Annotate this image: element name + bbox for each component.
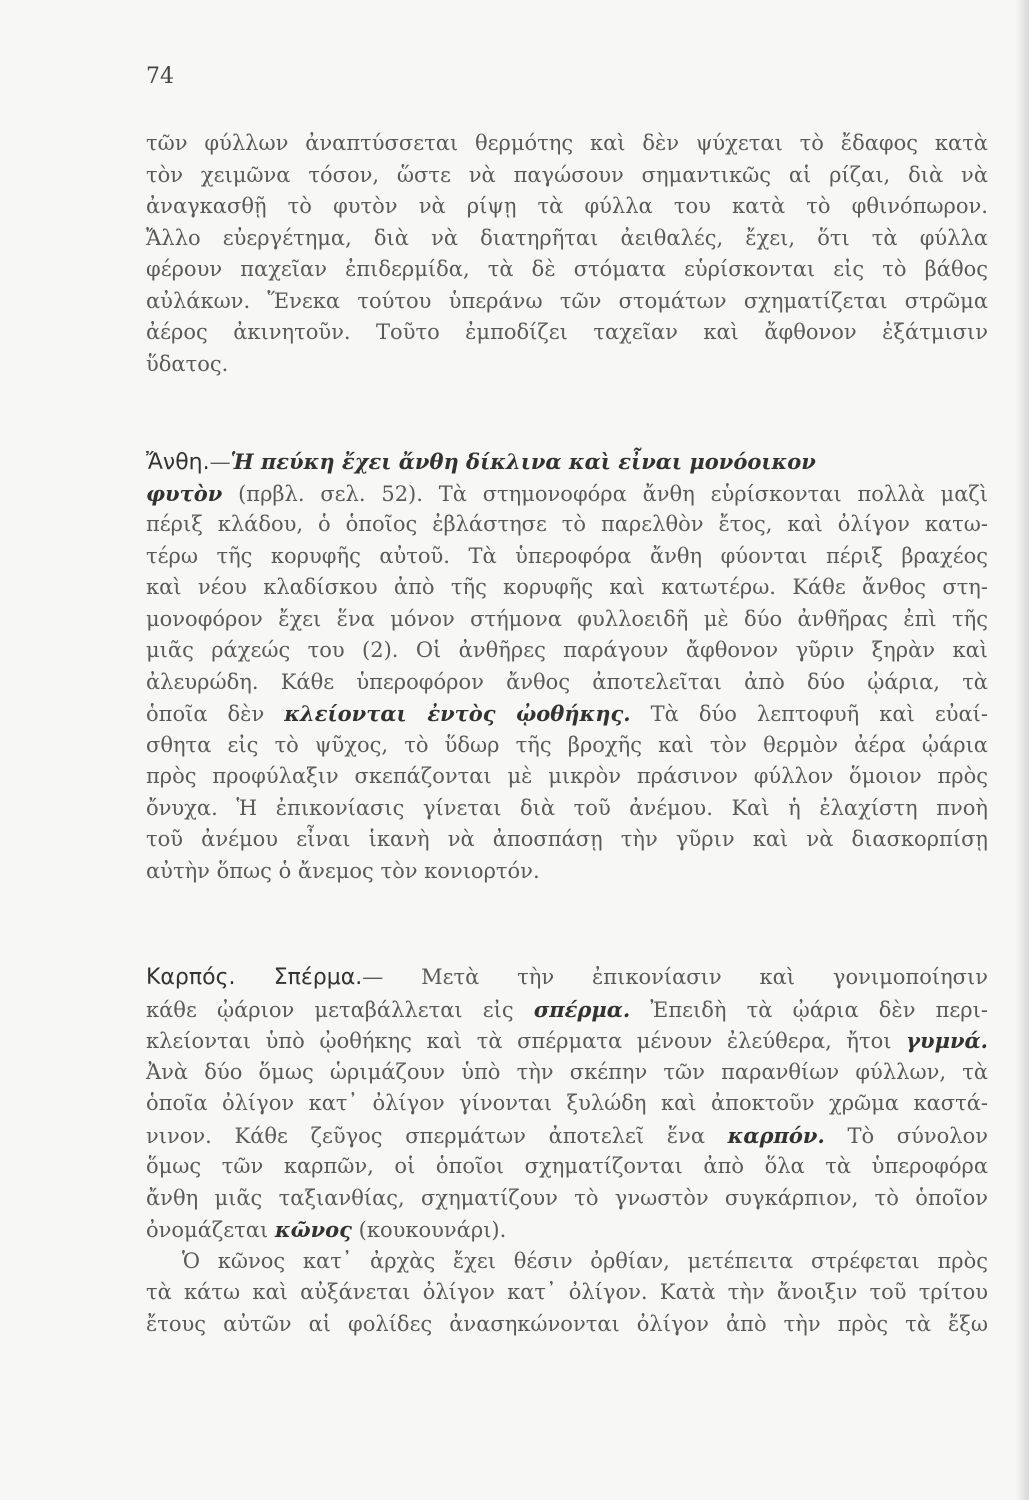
section-heading: Ἄνθη.	[146, 450, 210, 475]
text-line: τὸν χειμῶνα τόσον, ὥστε νὰ παγώσουν σημαντικῶς αἱ ρίζαι, διὰ νὰ	[146, 162, 988, 187]
text-line	[146, 1025, 988, 1057]
bold-term: καρπόν.	[727, 1122, 825, 1148]
text-line: Ἄλλο εὐεργέτημα, διὰ νὰ διατηρῆται ἀειθαλές, ἔχει, ὅτι τὰ φύλλα	[146, 225, 988, 250]
text-line: τοῦ ἀνέμου εἶναι ἱκανὴ νὰ ἀποσπάσῃ τὴν γῦριν καὶ νὰ διασκορπίσῃ	[146, 827, 988, 851]
bold-term: φυτὸν	[146, 480, 223, 506]
text-line: αὐτὴν ὅπως ὁ ἄνεμος τὸν κονιορτόν.	[146, 858, 540, 883]
text-line	[146, 1120, 988, 1152]
text-span: ὁποῖα δὲν	[146, 702, 285, 726]
text-line: Ὁ κῶνος κατ᾿ ἀρχὰς ἔχει θέσιν ὀρθίαν, μετέπειτα στρέφεται πρὸς	[182, 1248, 988, 1273]
text-line: Ἀνὰ δύο ὅμως ὡριμάζουν ὑπὸ τὴν σκέπην τῶν παρανθίων φύλλων, τὰ	[146, 1059, 988, 1084]
bold-term: κλείονται ἐντὸς ᾠοθήκης.	[284, 701, 631, 726]
text-line: ὕδατος.	[146, 351, 229, 376]
text-line: τὰ κάτω καὶ αὐξάνεται ὀλίγον κατ᾿ ὀλίγον. Κατὰ τὴν ἄνοιξιν τοῦ τρίτου	[146, 1280, 988, 1304]
dash: —	[362, 965, 384, 989]
text-line: ὄνυχα. Ἡ ἐπικονίασις γίνεται διὰ τοῦ ἀνέμου. Καὶ ἡ ἐλαχίστη πνοὴ	[146, 795, 988, 820]
text-span: Τὰ δύο λεπτοφυῆ καὶ εὐαί-	[630, 702, 988, 726]
text-line: ἄνθη μιᾶς ταξιανθίας, σχηματίζουν τὸ γνωστὸν συγκάρπιον, τὸ ὁποῖον	[146, 1185, 988, 1210]
text-line	[146, 994, 988, 1026]
bold-term: κῶνος	[274, 1217, 352, 1242]
text-span: (πρβλ. σελ. 52). Τὰ στημονοφόρα ἄνθη εὑρίσκονται πολλὰ μαζὶ	[222, 481, 988, 506]
section-flowers	[146, 446, 988, 887]
text-line: ἀναγκασθῇ τὸ φυτὸν νὰ ρίψῃ τὰ φύλλα του κατὰ τὸ φθινόπωρον.	[146, 194, 988, 218]
text-line	[146, 478, 988, 510]
text-line: τῶν φύλλων ἀναπτύσσεται θερμότης καὶ δὲν ψύχεται τὸ ἔδαφος κατὰ	[146, 131, 988, 155]
text-line: καὶ νέου κλαδίσκου ἀπὸ τῆς κορυφῆς καὶ κατωτέρω. Κάθε ἄνθος στη-	[146, 575, 988, 599]
text-line: ἔτους αὐτῶν αἱ φολίδες ἀνασηκώνονται ὀλίγον ἀπὸ τὴν πρὸς τὰ ἔξω	[146, 1311, 988, 1336]
text-line: πρὸς προφύλαξιν σκεπάζονται μὲ μικρὸν πράσινον φύλλον ὅμοιον πρὸς	[146, 764, 988, 788]
bold-statement: Ἡ πεύκη ἔχει ἄνθη δίκλινα καὶ εἶναι μονόοικον	[230, 449, 816, 474]
text-line: μονοφόρον ἔχει ἕνα μόνον στήμονα φυλλοειδῆ μὲ δύο ἀνθῆρας ἐπὶ τῆς	[146, 606, 988, 631]
section-heading: Καρπός. Σπέρμα.	[146, 965, 363, 990]
text-line: ἀέρος ἀκινητοῦν. Τοῦτο ἐμποδίζει ταχεῖαν καὶ ἄφθονον ἐξάτμισιν	[146, 320, 988, 344]
bold-term: γυμνά.	[906, 1028, 988, 1053]
page-edge-shadow	[1015, 0, 1029, 1500]
text-line: ὁποῖα ὀλίγον κατ᾿ ὀλίγον γίνονται ξυλώδη καὶ ἀποκτοῦν χρῶμα καστά-	[146, 1091, 988, 1115]
section-heading-line	[146, 962, 988, 994]
text-line: φέρουν παχεῖαν ἐπιδερμίδα, τὰ δὲ στόματα εὑρίσκονται εἰς τὸ βάθος	[146, 257, 988, 281]
bold-term: σπέρμα.	[533, 996, 631, 1022]
paragraph-evergreen	[146, 128, 988, 380]
text-span: Τὸ σύνολον	[824, 1123, 988, 1148]
dash: —	[209, 450, 231, 474]
text-span: (κουκουνάρι).	[351, 1218, 507, 1242]
text-line	[146, 1214, 988, 1246]
text-line: ἀλευρώδη. Κάθε ὑπεροφόρον ἄνθος ἀποτελεῖται ἀπὸ δύο ᾠάρια, τὰ	[146, 669, 988, 694]
text-span: κάθε ᾠάριον μεταβάλλεται εἰς	[146, 997, 534, 1022]
text-line: σθητα εἰς τὸ ψῦχος, τὸ ὕδωρ τῆς βροχῆς καὶ τὸν θερμὸν ἀέρα ᾠάρια	[146, 732, 988, 757]
text-line	[146, 698, 988, 730]
page-number: 74	[146, 64, 174, 89]
text-line: πέριξ κλάδου, ὁ ὁποῖος ἐβλάστησε τὸ παρελθὸν ἔτος, καὶ ὀλίγον κατω-	[146, 512, 988, 536]
text-span: κλείονται ὑπὸ ᾠοθήκης καὶ τὰ σπέρματα μένουν ἐλεύθερα, ἤτοι	[146, 1029, 907, 1053]
text-span: Ἐπειδὴ τὰ ᾠάρια δὲν περι-	[630, 997, 988, 1022]
text-span: Μετὰ τὴν ἐπικονίασιν καὶ γονιμοποίησιν	[383, 965, 988, 989]
text-line: ὅμως τῶν καρπῶν, οἱ ὁποῖοι σχηματίζονται ἀπὸ ὅλα τὰ ὑπεροφόρα	[146, 1154, 988, 1178]
text-line: αὐλάκων. Ἕνεκα τούτου ὑπεράνω τῶν στομάτων σχηματίζεται στρῶμα	[146, 288, 988, 313]
text-span: νινον. Κάθε ζεῦγος σπερμάτων ἀποτελεῖ ἕνα	[146, 1123, 728, 1148]
text-span: ὀνομάζεται	[146, 1218, 275, 1242]
section-heading-line	[146, 446, 988, 478]
section-fruit-seed	[146, 962, 988, 1340]
text-line: μιᾶς ράχεώς του (2). Οἱ ἀνθῆρες παράγουν ἄφθονον γῦριν ξηρὰν καὶ	[146, 638, 988, 662]
text-line: τέρω τῆς κορυφῆς αὐτοῦ. Τὰ ὑπεροφόρα ἄνθη φύονται πέριξ βραχέος	[146, 543, 988, 568]
